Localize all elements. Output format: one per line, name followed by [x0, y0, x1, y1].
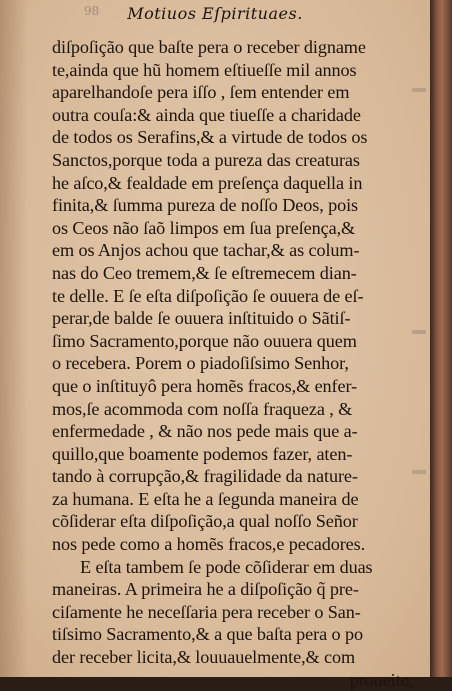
bleed-mark — [412, 330, 426, 334]
text-line: o recebera. Porem o piadoſiſsimo Senhor, — [52, 353, 349, 374]
text-line: diſpoſição que baſte pera o receber digname — [52, 37, 366, 57]
bleed-mark — [412, 88, 426, 92]
text-line: nos pede como a homẽs fracos,e pecadores. — [52, 534, 366, 555]
text-line: de todos os Serafins,& a virtude de todos os — [52, 127, 368, 148]
text-line: enfermedade , & não nos pede mais que a- — [52, 421, 358, 442]
text-line: E eſta tambem ſe pode cõſiderar em duas — [80, 556, 373, 577]
text-line: os Ceos não ſaõ limpos em ſua preſença,& — [52, 217, 356, 238]
running-title: Motiuos Eſpirituaes. — [127, 4, 303, 23]
text-line: nas do Ceo tremem,& ſe eſtremecem dian- — [52, 262, 357, 283]
text-line: mos,ſe acommoda com noſſa fraqueza , & — [52, 398, 353, 419]
text-line: he aſco,& fealdade em preſença daquella in — [52, 172, 363, 193]
text-line: Sanctos,porque toda a pureza das creaturas — [52, 149, 360, 170]
text-line: cõſiderar eſta diſpoſição,a qual noſſo Señor — [52, 511, 358, 532]
text-line: maneiras. A primeira he a diſpoſição q̃ pre- — [52, 579, 359, 600]
text-line: te delle. E ſe eſta diſpoſição ſe ouuera de eſ- — [52, 285, 364, 306]
text-line: aparelhandoſe pera iſſo , ſem entender em — [52, 82, 350, 103]
body-text — [52, 36, 414, 691]
bleed-mark — [412, 470, 426, 474]
book-binding-edge — [430, 0, 452, 677]
text-line: quillo,que boamente podemos fazer, aten- — [52, 443, 353, 464]
text-line: proueito, — [349, 669, 414, 690]
text-line: ciſamente he neceſſaria pera receber o San- — [52, 601, 361, 622]
text-line: te,ainda que hũ homem eſtiueſſe mil annos — [52, 59, 357, 80]
page-gutter-shadow — [0, 0, 28, 677]
text-line: em os Anjos achou que tachar,& as colum- — [52, 240, 360, 261]
text-line: tiſsimo Sacramento,& a que baſta pera o po — [52, 624, 363, 645]
text-line: perar,de balde ſe ouuera inſtituido o Sãtiſ- — [52, 308, 351, 329]
text-line: ſimo Sacramento,porque não ouuera quem — [52, 330, 357, 351]
text-line: outra couſa:& ainda que tiueſſe a charidade — [52, 104, 361, 125]
text-line: finita,& ſumma pureza de noſſo Deos, pois — [52, 195, 359, 216]
text-line: que o inſtituyô pera homẽs fracos,& enfer- — [52, 375, 358, 396]
text-line: tando à corrupção,& fragilidade da nature- — [52, 466, 358, 487]
page-number: 98 — [84, 4, 100, 18]
text-line: der receber licita,& louuauelmente,& com — [52, 647, 356, 668]
text-line: za humana. E eſta he a ſegunda maneira de — [52, 488, 359, 509]
